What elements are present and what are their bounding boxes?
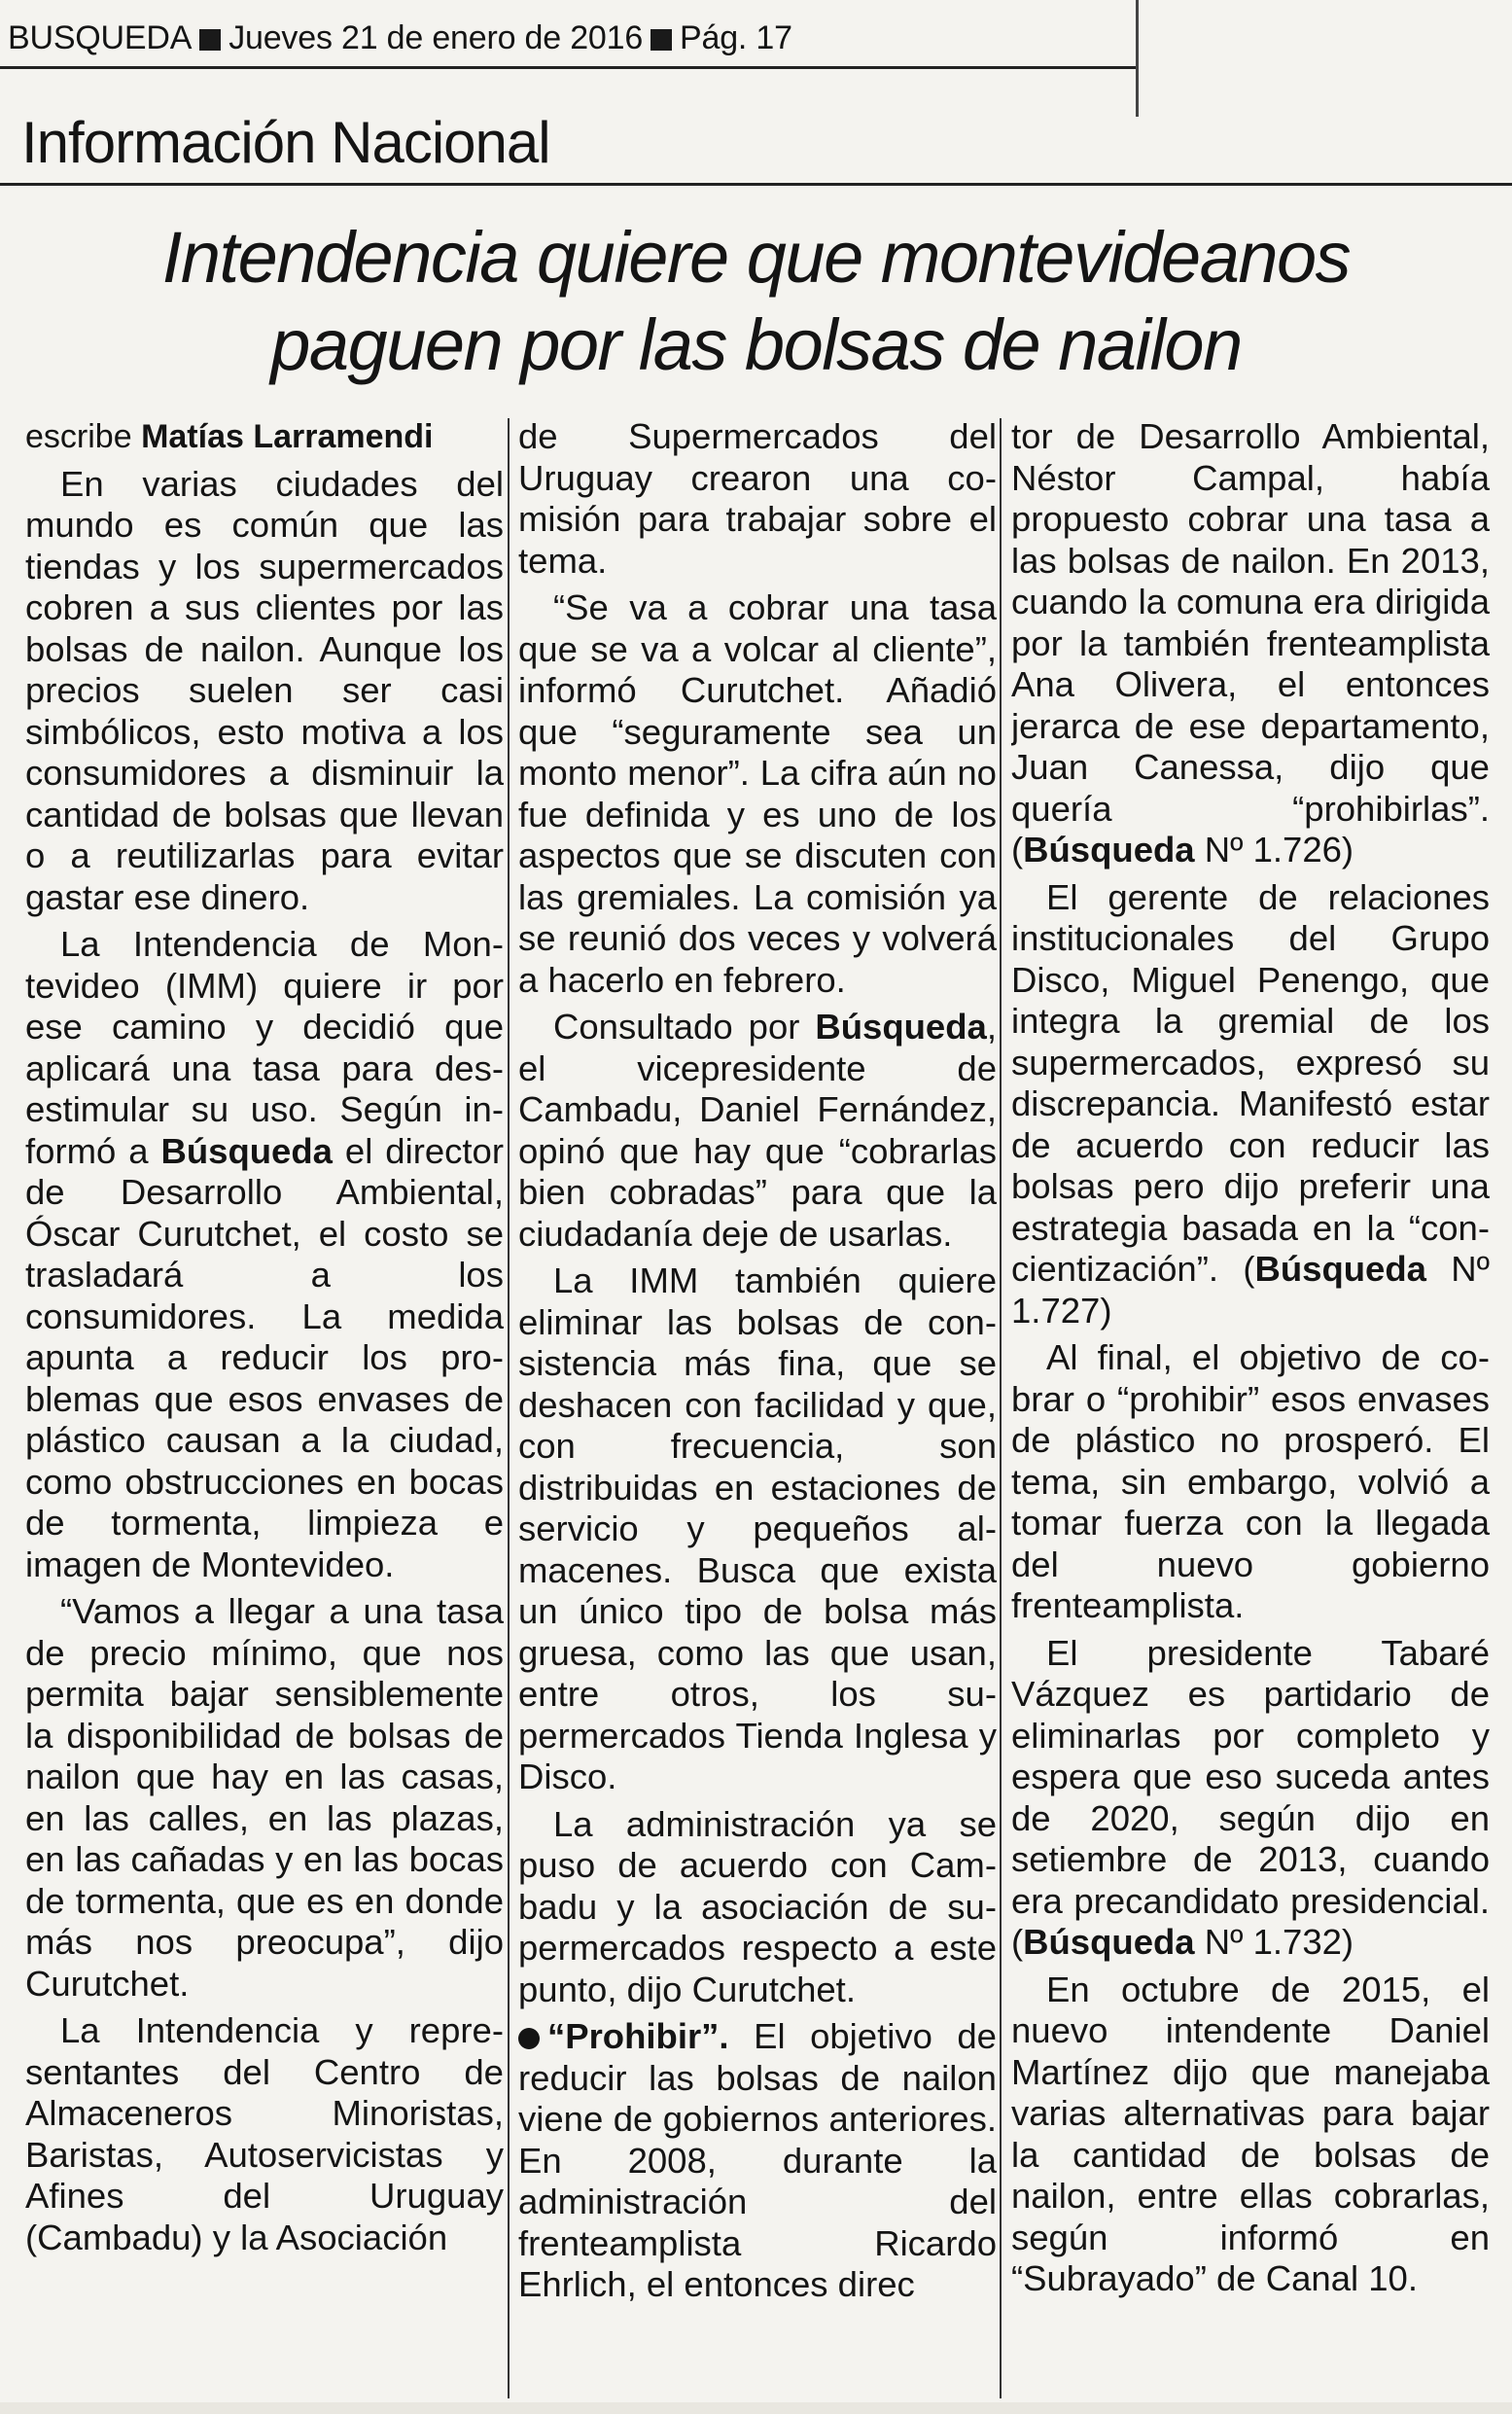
publication-reference: Búsqueda — [1023, 1922, 1195, 1962]
article-column-3 — [1011, 416, 1490, 2400]
byline-author: Matías Larramendi — [141, 418, 434, 455]
paragraph: La Intendencia de Montevideo (IMM) quiere ir por ese camino y decidió que aplicará una tasa para desestimular su uso. Según informó a Búsqueda el director de Desarrollo Ambiental, Óscar Curutchet, el costo se trasladará a los consumidores. La medida apunta a reducir los problemas que esos envases de plástico causan a la ciudad, como obstrucciones en bocas de tormenta, limpieza e imagen de Montevideo. — [25, 924, 504, 1584]
paragraph: “Prohibir”. El objetivo de reducir las bolsas de nailon viene de gobiernos anteriores. En 2008, durante la administración del frenteamplista Ricardo Ehrlich, el entonces direc — [518, 2016, 997, 2304]
paragraph: El presidente Tabaré Vázquez es partidario de eliminarlas por completo y espera que eso suceda antes de 2020, según dijo en setiembre de 2013, cuando era precandidato presidencial. (Búsqueda Nº 1.732) — [1011, 1632, 1490, 1962]
headline-line-2: paguen por las bolsas de nailon — [270, 304, 1242, 385]
paragraph: Al final, el objetivo de cobrar o “prohibir” esos envases de plástico no prosperó. El tema, sin embargo, volvió a tomar fuerza con la llegada del nuevo gobierno frenteamplista. — [1011, 1337, 1490, 1625]
bullet-icon — [518, 2028, 540, 2049]
paragraph: tor de Desarrollo Ambiental, Néstor Campal, había propuesto cobrar una tasa a las bolsas de nailon. En 2013, cuando la comuna era dirigida por la también frenteamplista Ana Olivera, el entonces jerarca de ese departamento, Juan Canessa, dijo que quería “prohibirlas”. (Búsqueda Nº 1.726) — [1011, 416, 1490, 870]
square-separator-icon — [199, 29, 221, 51]
headline-line-1: Intendencia quiere que montevideanos — [161, 217, 1351, 298]
paragraph: La Intendencia y representantes del Centro de Almaceneros Minoristas, Baristas, Autoservicistas y Afines del Uruguay (Cambadu) y la Asociación — [25, 2010, 504, 2257]
article-column-1 — [25, 416, 504, 2400]
paragraph: El gerente de relaciones institucionales del Grupo Disco, Miguel Penengo, que integra la gremial de los supermercados, expresó su discrepancia. Manifestó estar de acuerdo con reducir las bolsas pero dijo preferir una estrategia basada en la “concientización”. (Búsqueda Nº 1.727) — [1011, 876, 1490, 1331]
paragraph: En octubre de 2015, el nuevo intendente Daniel Martínez dijo que manejaba varias alternativas para bajar la cantidad de bolsas de nailon, entre ellas cobrarlas, según informó en “Subrayado” de Canal 10. — [1011, 1969, 1490, 2298]
publication-reference: Búsqueda — [1254, 1249, 1426, 1289]
page-number: Pág. 17 — [680, 19, 792, 56]
masthead — [8, 14, 1116, 62]
clipping-edge — [1136, 0, 1139, 117]
paragraph: La IMM también quiere eliminar las bolsas de consistencia más fina, que se deshacen con facilidad y que, con frecuencia, son distribuidas en estaciones de servicio y pequeños almacenes. Busca que exista un único tipo de bolsa más gruesa, como las que usan, entre otros, los supermercados Tienda Inglesa y Disco. — [518, 1260, 997, 1796]
subheading: “Prohibir”. — [547, 2016, 729, 2056]
byline-prefix: escribe — [25, 418, 132, 455]
byline — [25, 416, 504, 458]
paragraph: “Vamos a llegar a una tasa de precio mínimo, que nos permita bajar sensiblemente la disponibilidad de bolsas de nailon que hay en las casas, en las calles, en las plazas, en las cañadas y en las bocas de tormenta, que es en donde más nos preocupa”, dijo Curutchet. — [25, 1591, 504, 2004]
column-rule — [508, 418, 510, 2398]
paragraph: Consultado por Búsqueda, el vicepresidente de Cambadu, Daniel Fernández, opinó que hay que “cobrarlas bien cobradas” para que la ciudadanía deje de usarlas. — [518, 1007, 997, 1254]
paragraph: de Supermercados del Uruguay crearon una comisión para trabajar sobre el tema. — [518, 416, 997, 581]
issue-date: Jueves 21 de enero de 2016 — [229, 19, 644, 56]
page-bottom-edge — [0, 2402, 1512, 2414]
masthead-rule — [0, 66, 1138, 69]
publication-reference: Búsqueda — [1023, 830, 1195, 870]
publication-reference: Búsqueda — [815, 1007, 987, 1047]
section-rule — [0, 183, 1512, 186]
article-column-2 — [518, 416, 997, 2400]
section-title: Información Nacional — [21, 110, 550, 175]
headline — [0, 214, 1512, 389]
publication-reference: Búsqueda — [160, 1130, 333, 1171]
column-rule — [1000, 418, 1002, 2398]
paragraph: “Se va a cobrar una tasa que se va a volcar al cliente”, informó Curutchet. Añadió que “seguramente sea un monto menor”. La cifra aún no fue definida y es uno de los aspectos que se discuten con las gremiales. La comisión ya se reunió dos veces y volverá a hacerlo en febrero. — [518, 587, 997, 1000]
publication-name: BUSQUEDA — [8, 19, 193, 56]
paragraph: En varias ciudades del mundo es común que las tiendas y los supermercados cobren a sus clientes por las bolsas de nailon. Aunque los precios suelen ser casi simbólicos, esto motiva a los consumidores a disminuir la cantidad de bolsas que llevan o a reutilizarlas para evitar gastar ese dinero. — [25, 463, 504, 917]
paragraph: La administración ya se puso de acuerdo con Cambadu y la asociación de supermercados respecto a este punto, dijo Curutchet. — [518, 1803, 997, 2009]
square-separator-icon — [651, 29, 672, 51]
